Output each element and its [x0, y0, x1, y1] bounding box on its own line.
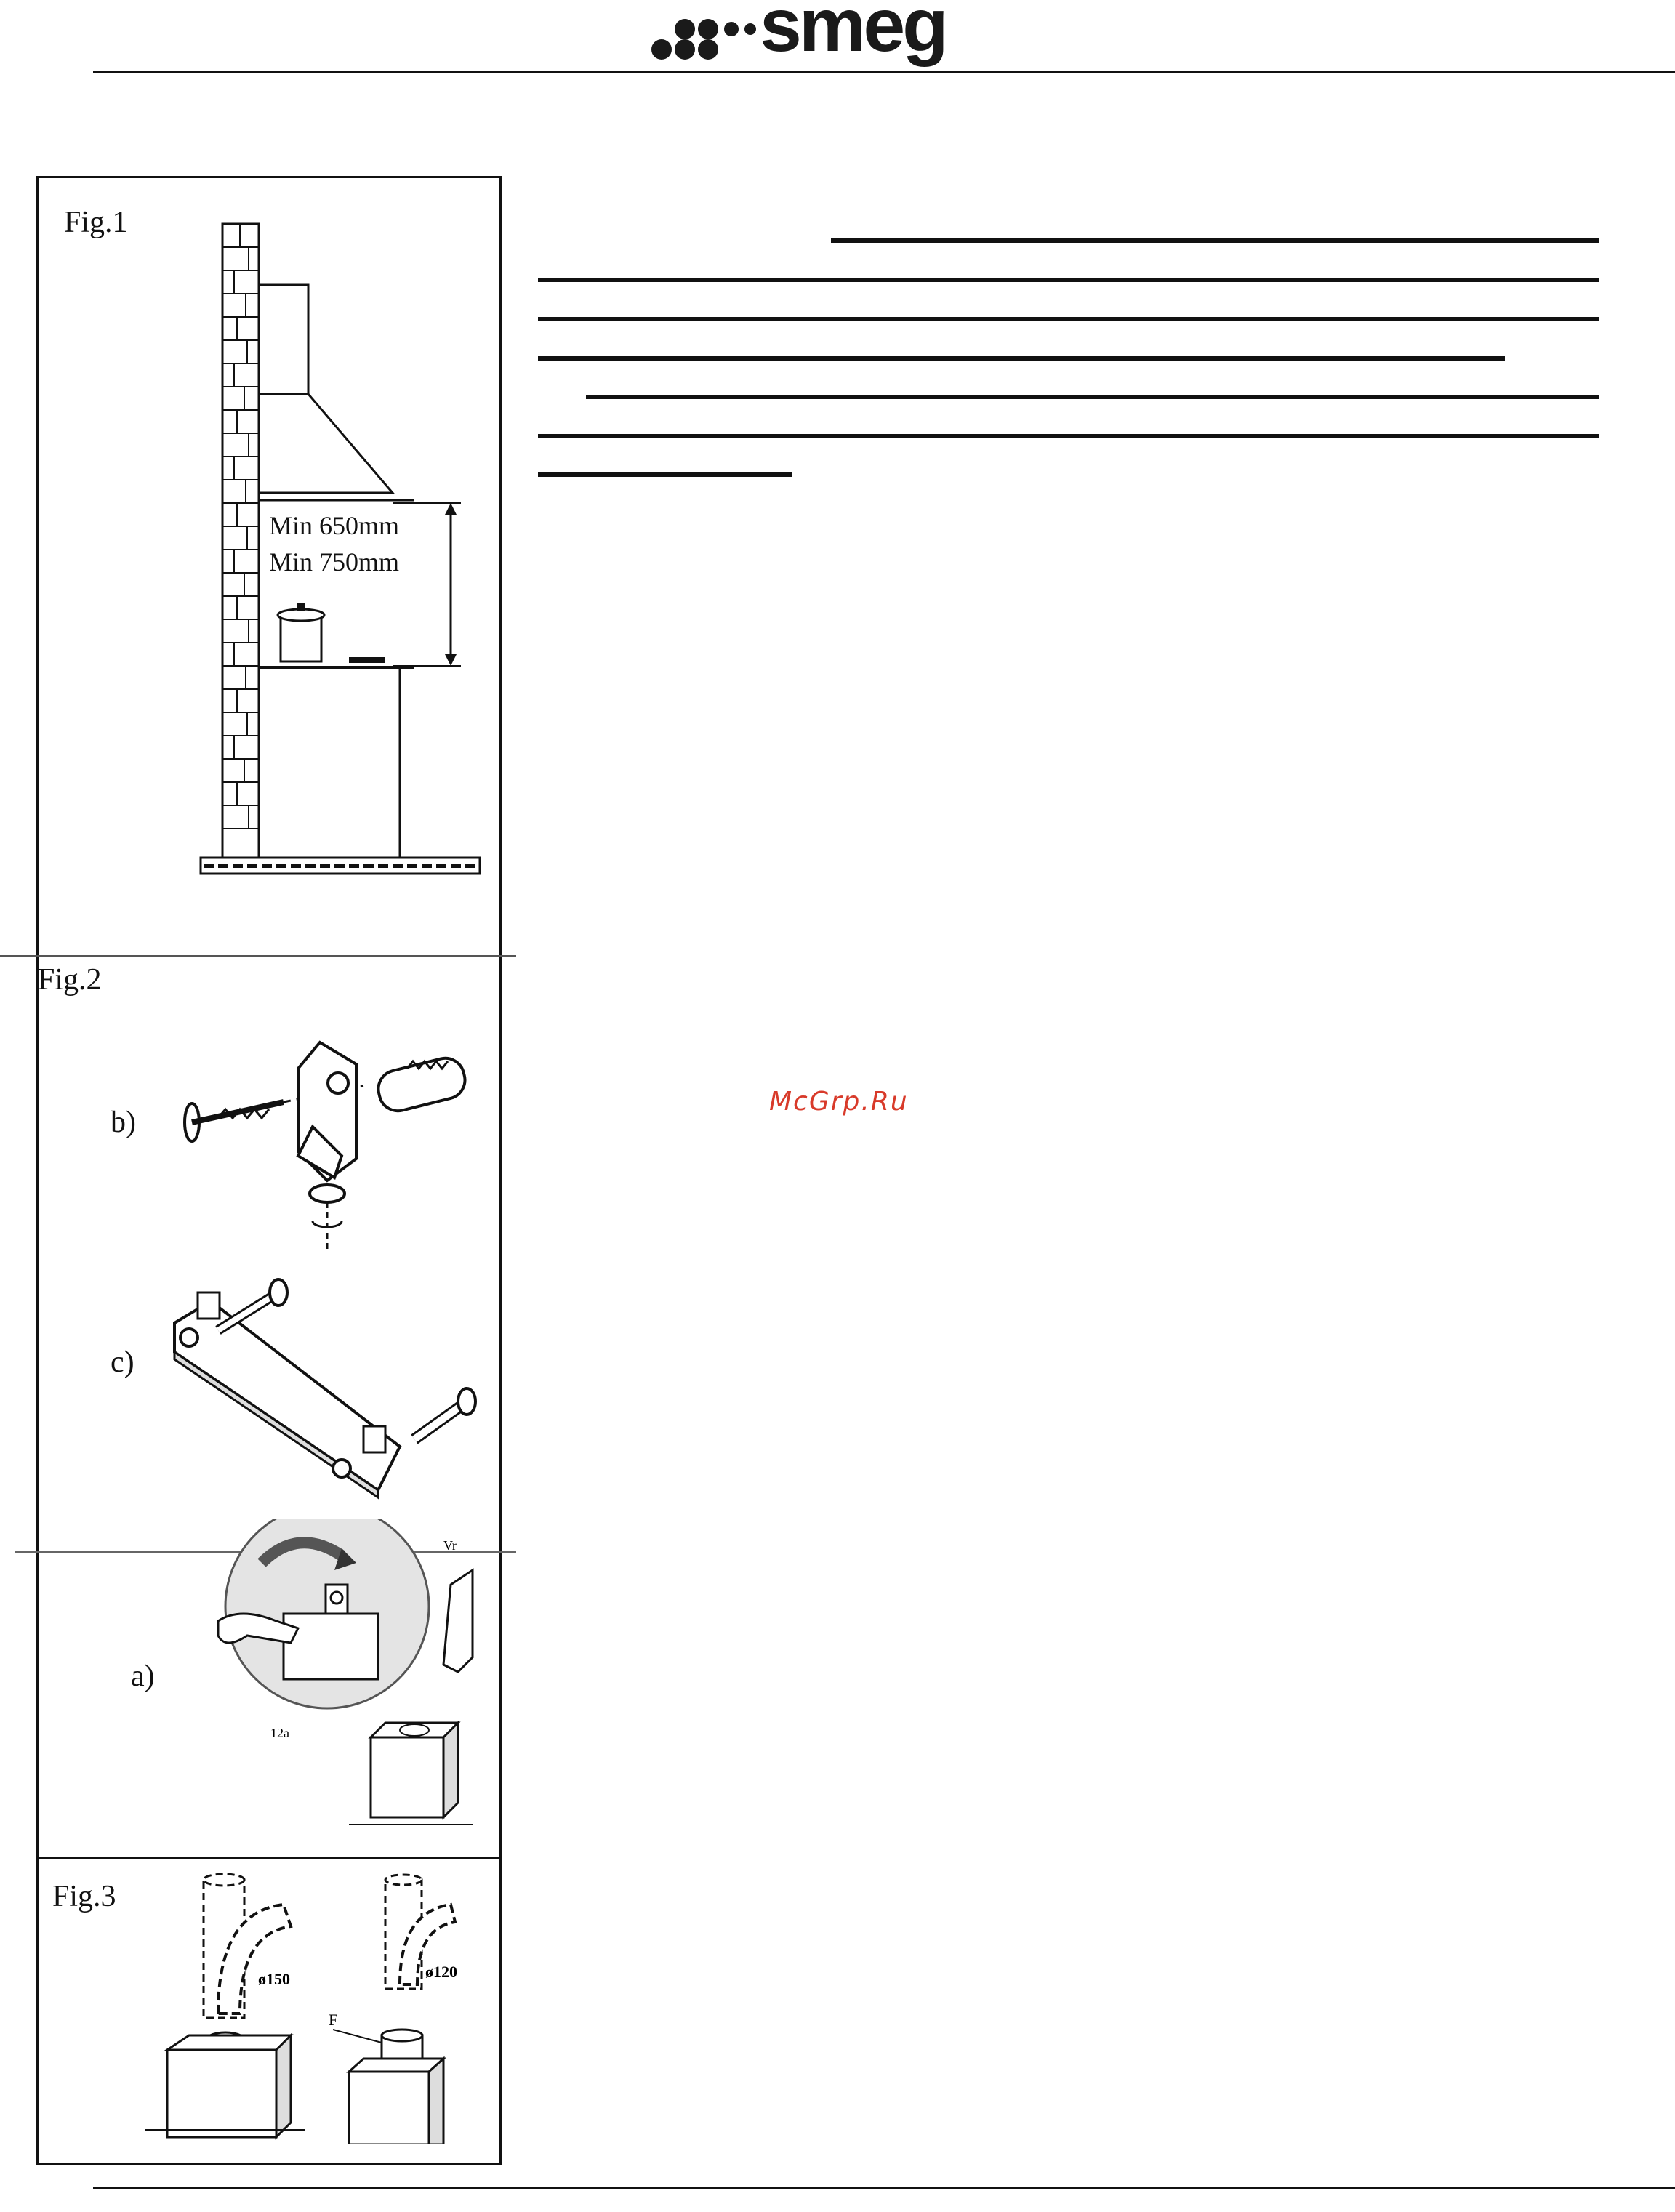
fig3-label: Fig.3 [52, 1880, 116, 1913]
text-line [538, 317, 1599, 321]
fig2-label: Fig.2 [38, 963, 102, 997]
callout-label: Vr [443, 1538, 457, 1553]
fig1-label: Fig.1 [64, 206, 128, 239]
pot-icon [281, 616, 321, 661]
chimney-icon [259, 285, 308, 394]
text-line [538, 434, 1599, 438]
hood-icon [259, 394, 393, 493]
brand-name: smeg [760, 0, 946, 68]
smeg-logo [647, 0, 981, 73]
duct-connection-icon [131, 1868, 494, 2144]
step-label: b) [111, 1106, 136, 1139]
callout-label: 12a [270, 1726, 289, 1740]
watermark: McGrp.Ru [769, 1087, 909, 1117]
dimension-label: Min 650mm [269, 511, 400, 540]
panel-divider [0, 955, 516, 957]
dimension-label: Min 750mm [269, 547, 400, 576]
text-line [831, 238, 1599, 243]
header-rule [93, 71, 1675, 73]
logo-dots-icon [647, 13, 763, 64]
wall-icon [222, 224, 259, 864]
text-line [538, 356, 1505, 361]
text-line [538, 472, 792, 477]
diameter-label: ø120 [425, 1963, 457, 1981]
step-label: a) [131, 1660, 155, 1693]
bracket-icon [160, 1272, 480, 1512]
panel-divider [36, 1857, 502, 1859]
text-line [586, 395, 1599, 399]
step-label: c) [111, 1346, 134, 1379]
diameter-label: ø150 [258, 1970, 290, 1988]
wall-plug-icon [174, 1032, 494, 1265]
footer-rule [93, 2187, 1675, 2189]
callout-label: F [329, 2011, 338, 2029]
text-line [538, 278, 1599, 282]
hood-mounting-icon [204, 1519, 494, 1854]
